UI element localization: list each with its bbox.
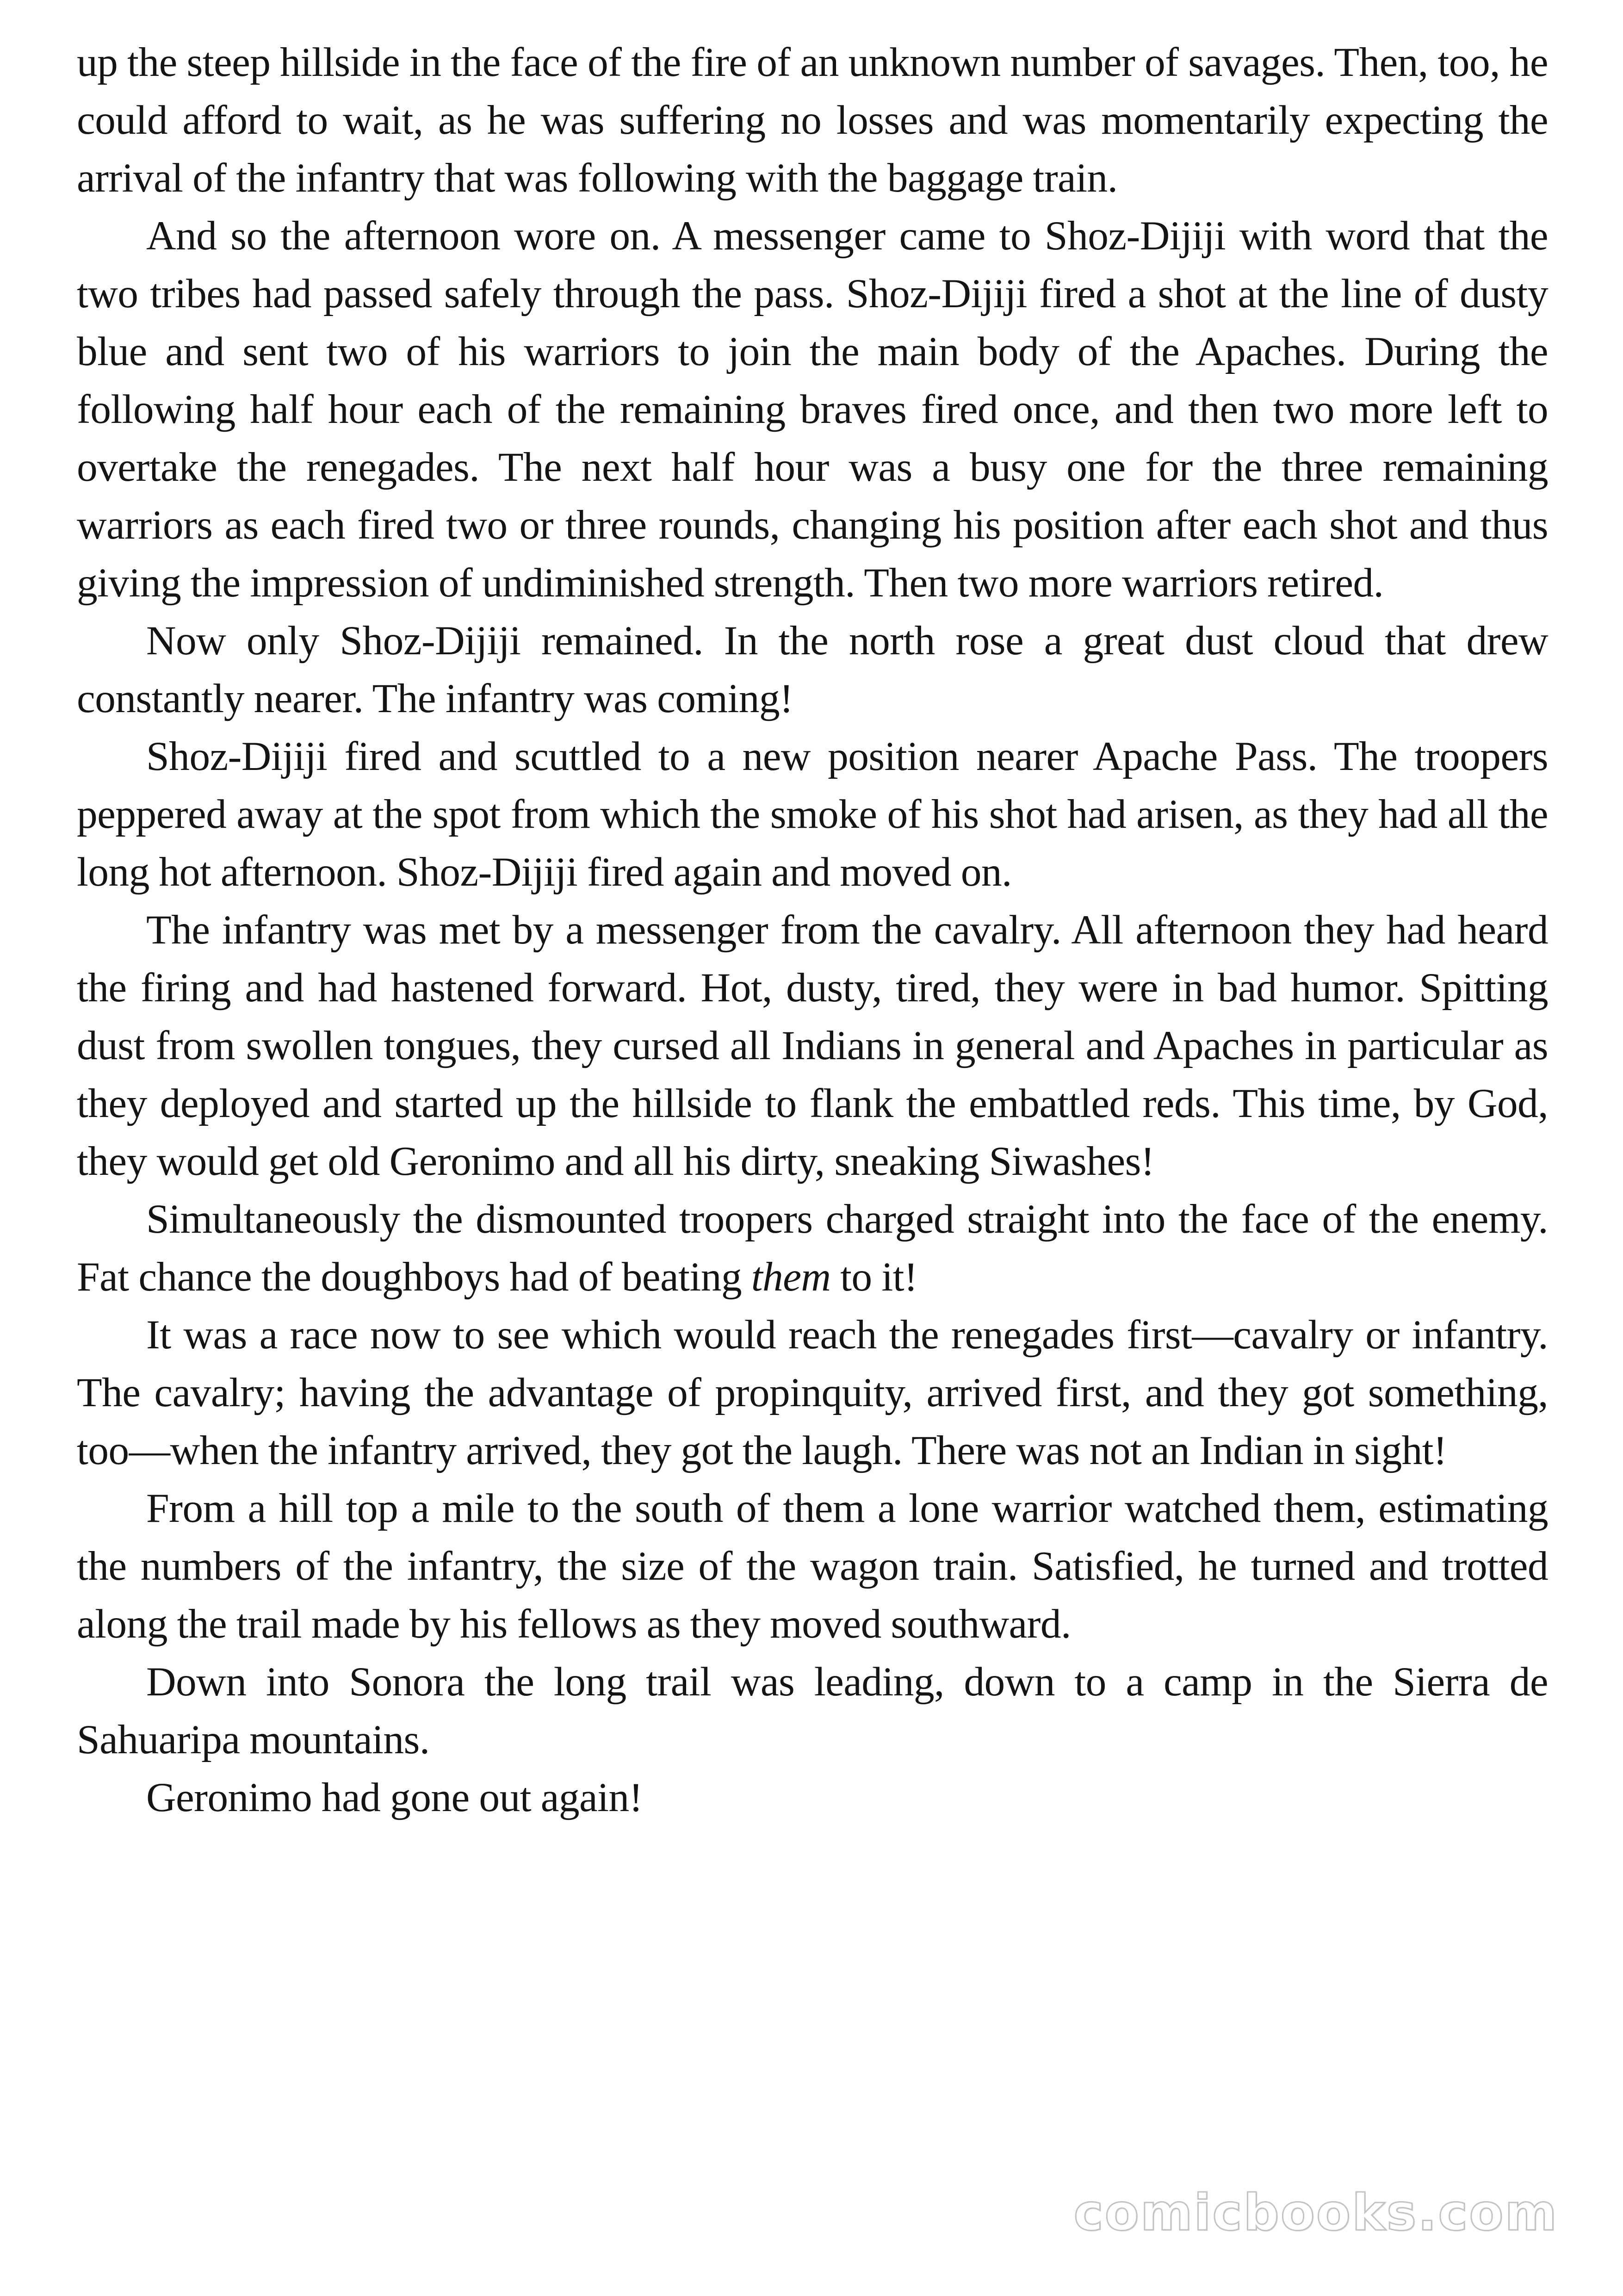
paragraph bbox=[77, 1769, 1548, 1826]
paragraph-italic-text: them bbox=[751, 1254, 831, 1300]
paragraph bbox=[77, 1306, 1548, 1479]
paragraph-text: Now only Shoz-Dijiji remained. In the north rose a great dust cloud that drew constantly nearer. The infantry was coming! bbox=[77, 618, 1548, 721]
paragraph bbox=[77, 1479, 1548, 1653]
paragraph bbox=[77, 207, 1548, 612]
paragraph-text: From a hill top a mile to the south of them a lone warrior watched them, estimating the numbers of the infantry, the size of the wagon train. Satisfied, he turned and trotted along the trail made by his fellows as they moved southward. bbox=[77, 1485, 1548, 1647]
paragraph-text: Down into Sonora the long trail was leading, down to a camp in the Sierra de Sahuaripa mountains. bbox=[77, 1659, 1548, 1762]
paragraph-text: Simultaneously the dismounted troopers charged straight into the face of the enemy. Fat chance the doughboys had of beating bbox=[77, 1196, 1548, 1300]
paragraph bbox=[77, 1190, 1548, 1306]
paragraph-text: up the steep hillside in the face of the fire of an unknown number of savages. Then, too, he could afford to wait, as he was suffering no losses and was momentarily expecting the arrival of the infantry that was following with the baggage train. bbox=[77, 39, 1548, 201]
paragraph bbox=[77, 33, 1548, 207]
paragraph-text: Geronimo had gone out again! bbox=[146, 1775, 643, 1820]
watermark-logo: comicbooks.com bbox=[1073, 2184, 1558, 2242]
paragraph-text: to it! bbox=[830, 1254, 918, 1300]
paragraph bbox=[77, 1653, 1548, 1769]
paragraph-text: The infantry was met by a messenger from the cavalry. All afternoon they had heard the firing and had hastened forward. Hot, dusty, tired, they were in bad humor. Spitting dust from swollen tongues, they cursed all Indians in general and Apaches in particular as they deployed and started up the hillside to flank the embattled reds. This time, by God, they would get old Geronimo and all his dirty, sneaking Siwashes! bbox=[77, 907, 1548, 1184]
paragraph-text: And so the afternoon wore on. A messenger came to Shoz-Dijiji with word that the two tribes had passed safely through the pass. Shoz-Dijiji fired a shot at the line of dusty blue and sent two of his warriors to join the main body of the Apaches. During the following half hour each of the remaining braves fired once, and then two more left to overtake the renegades. The next half hour was a busy one for the three remaining warriors as each fired two or three rounds, changing his position after each shot and thus giving the impression of undiminished strength. Then two more warriors retired. bbox=[77, 213, 1548, 606]
paragraph bbox=[77, 901, 1548, 1190]
paragraph-text: Shoz-Dijiji fired and scuttled to a new position nearer Apache Pass. The troopers peppered away at the spot from which the smoke of his shot had arisen, as they had all the long hot afternoon. Shoz-Dijiji fired again and moved on. bbox=[77, 733, 1548, 895]
paragraph bbox=[77, 612, 1548, 727]
paragraph-text: It was a race now to see which would reach the renegades first—cavalry or infantry. The cavalry; having the advantage of propinquity, arrived first, and they got something, too—when the infantry arrived, they got the laugh. There was not an Indian in sight! bbox=[77, 1312, 1548, 1473]
page-body bbox=[77, 33, 1548, 1826]
paragraph bbox=[77, 727, 1548, 901]
